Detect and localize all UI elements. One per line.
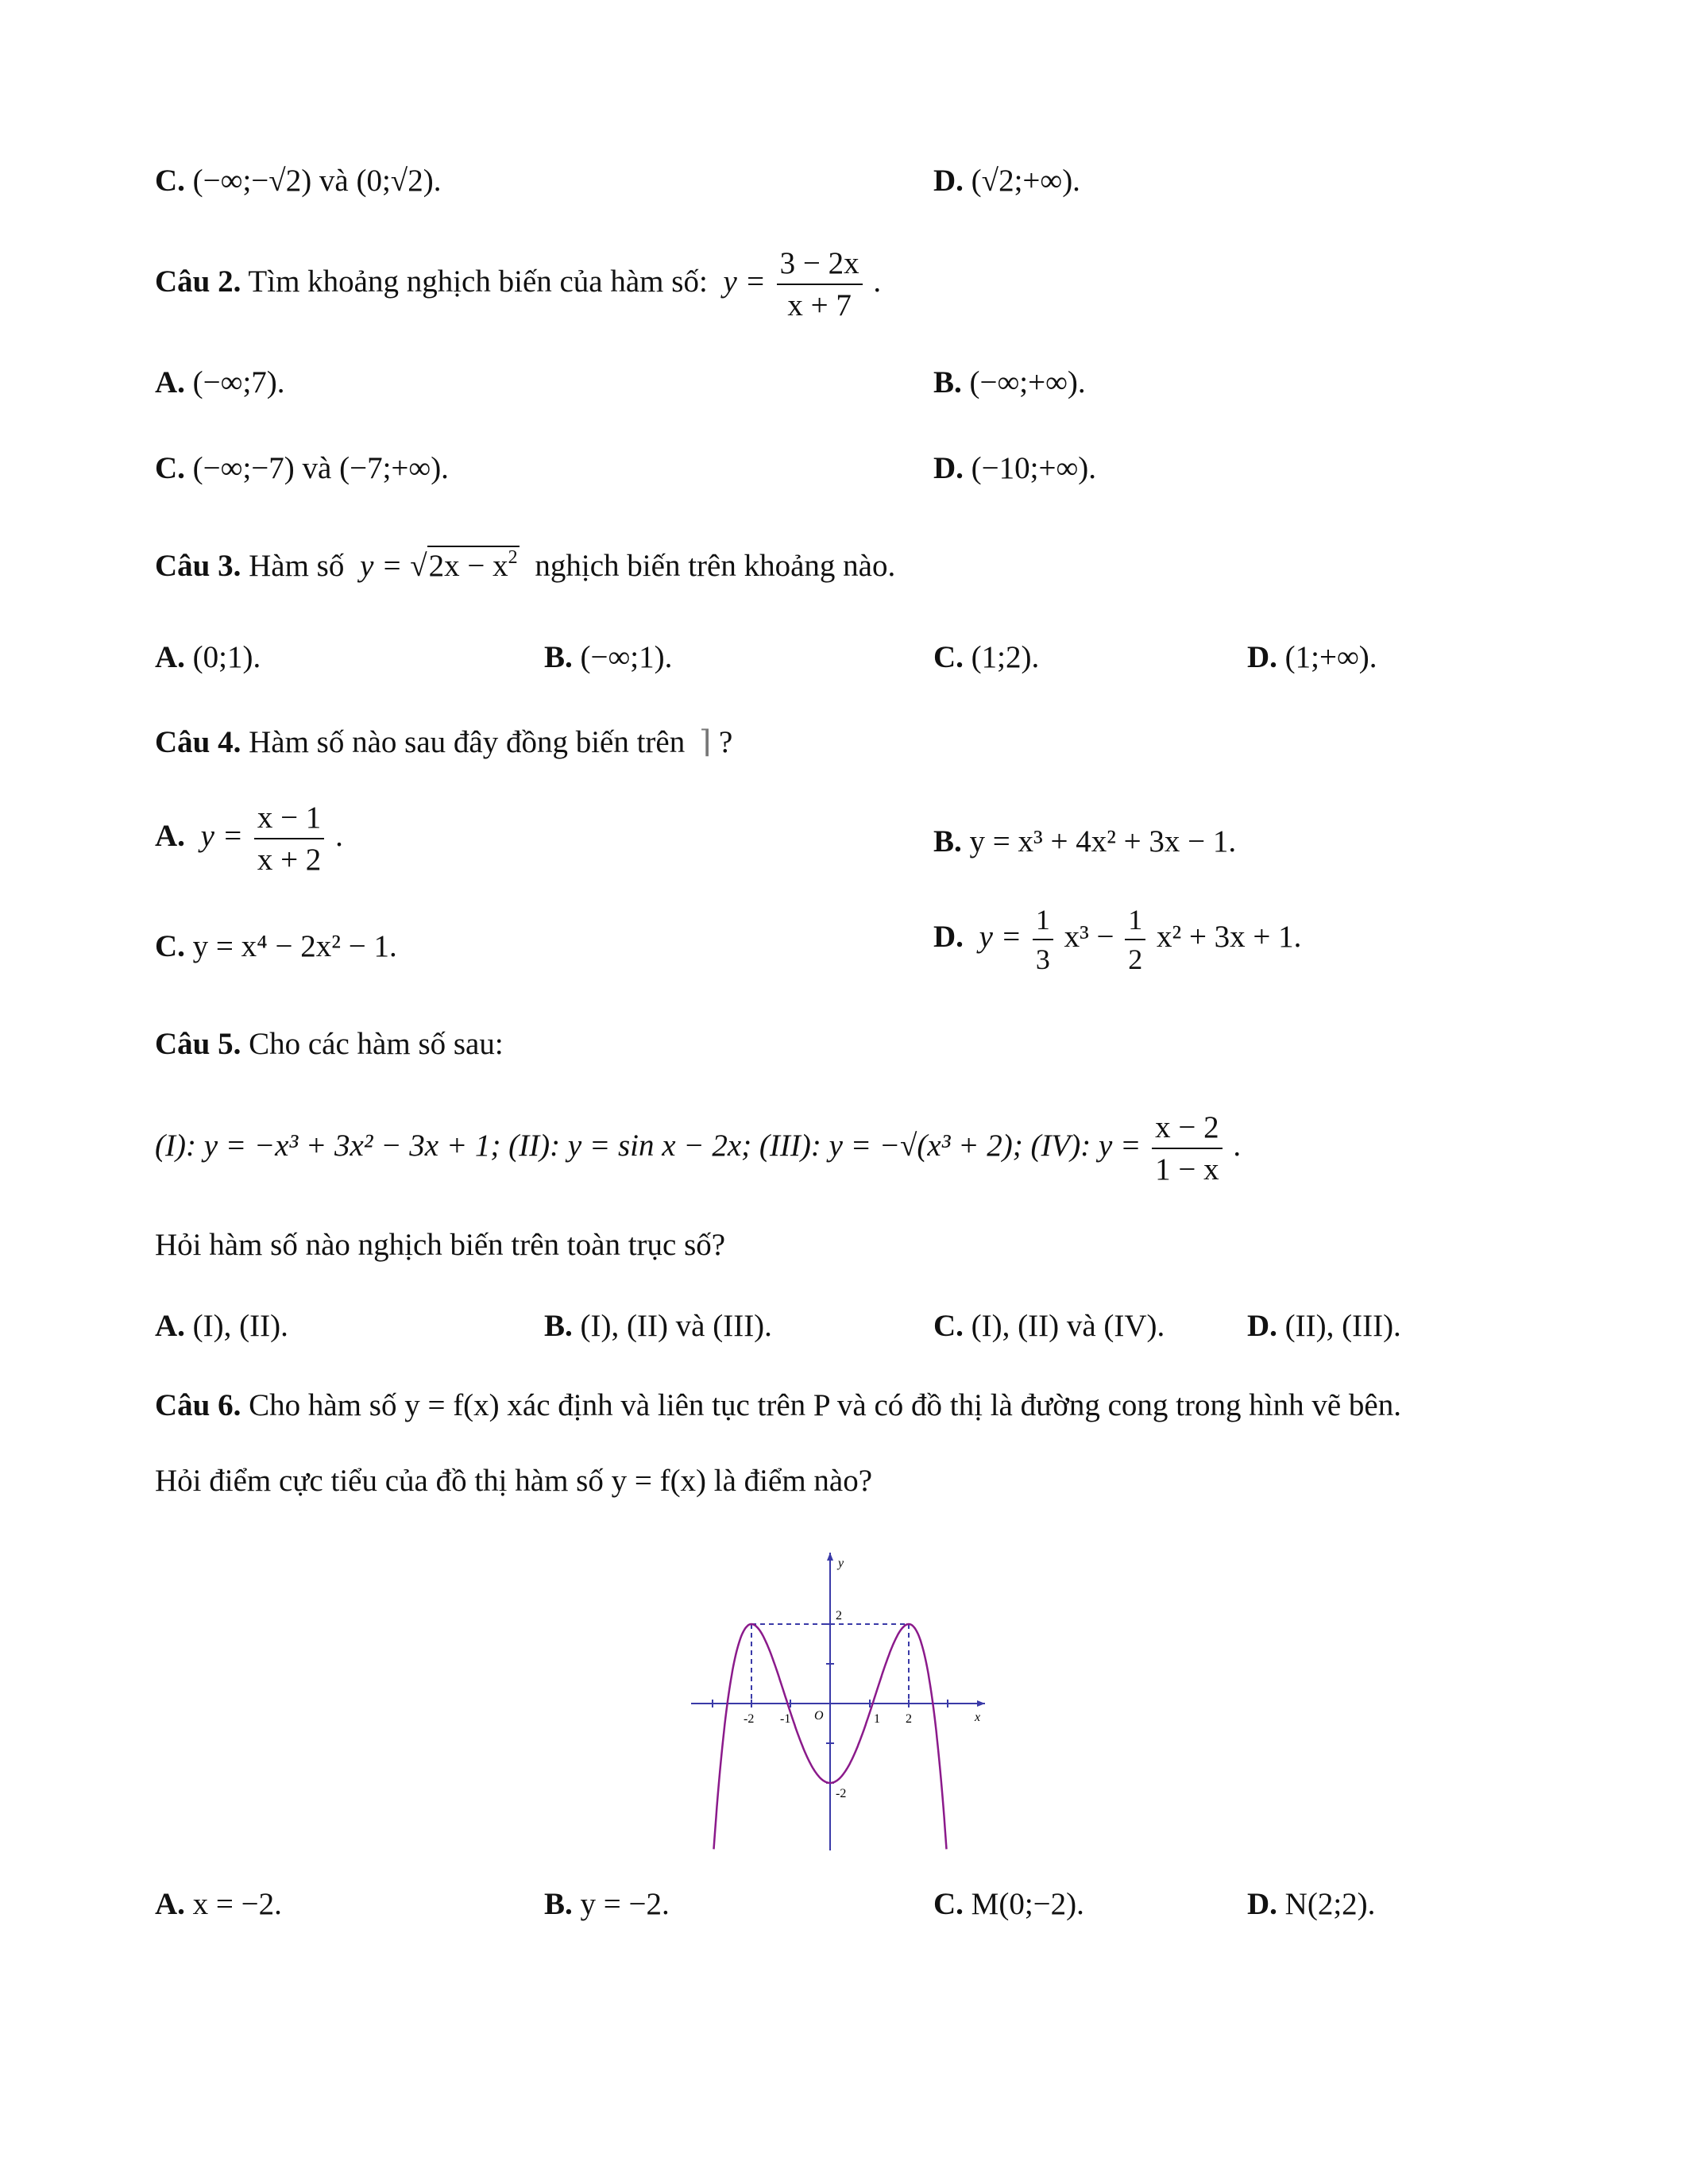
q4-stem [155,727,732,758]
q6-stem-line1 [155,1390,1401,1421]
expression-part: x² + 3x + 1. [1157,919,1302,954]
q5-option-d[interactable] [1247,1310,1401,1341]
x-tick-label: -1 [780,1712,791,1726]
punctuation: . [1233,1128,1242,1163]
q3-option-a[interactable] [155,642,261,673]
question-text: nghịch biến trên khoảng nào. [535,549,896,583]
question-text: Hàm số nào sau đây đồng biến trên [249,725,686,759]
x-tick-label: 1 [874,1712,880,1726]
q5-stem [155,1028,504,1059]
fraction [1152,1112,1223,1185]
question-label: Câu 4. [155,725,241,759]
option-text: (II), (III). [1284,1309,1401,1343]
option-label: C. [155,451,185,485]
q3-option-d[interactable] [1247,642,1377,673]
q6-stem-line2 [155,1465,872,1496]
option-text: N(2;2). [1284,1887,1376,1921]
function-graph [691,1553,985,1850]
q5-option-c[interactable] [933,1310,1165,1341]
option-text: (0;1). [192,640,261,674]
option-text: (−∞;−7) và (−7;+∞). [192,451,449,485]
square-root: $√2x - x^2$ [410,547,518,583]
option-label: C. [155,929,185,963]
x-tick-label: -2 [744,1712,755,1726]
denominator: 3 [1035,943,1050,975]
equation-lhs: y = [200,818,244,853]
q2-option-b[interactable] [933,367,1086,398]
equation-lhs: y = [360,549,403,583]
question-label: Câu 5. [155,1027,241,1061]
option-label: C. [933,1887,964,1921]
option-label: D. [1247,1309,1277,1343]
option-label: C. [155,164,185,198]
denominator: 2 [1128,943,1143,975]
q6-option-c[interactable] [933,1889,1084,1920]
option-label: B. [933,365,962,399]
option-label: B. [933,824,962,859]
option-label: C. [933,1309,964,1343]
punctuation: ? [718,725,733,759]
option-text: x = −2. [192,1887,282,1921]
punctuation: . [873,264,882,299]
option-label: D. [933,451,964,485]
option-text: (1;+∞). [1284,640,1377,674]
q6-option-b[interactable] [544,1889,670,1920]
option-text: (−∞;7). [192,365,285,399]
q3-option-b[interactable] [544,642,672,673]
question-text: Hỏi hàm số nào nghịch biến trên toàn trục số? [155,1228,726,1262]
option-text: M(0;−2). [971,1887,1084,1921]
question-text: Cho hàm số y = f(x) xác định và liên tục trên P và có đồ thị là đường cong trong hình vẽ bên. [249,1388,1401,1422]
q4-option-c[interactable] [155,931,397,962]
y-tick-label: 2 [836,1609,842,1623]
q4-option-d[interactable] [933,905,1301,974]
option-label: A. [155,365,185,399]
question-text: Hàm số [249,549,345,583]
option-text: y = −2. [580,1887,670,1921]
option-text: (I), (II) và (IV). [971,1309,1165,1343]
denominator: x + 2 [257,843,322,877]
q6-option-d[interactable] [1247,1889,1375,1920]
question-text: Cho các hàm số sau: [249,1027,504,1061]
q1-option-d[interactable] [933,165,1080,196]
option-label: A. [155,1887,185,1921]
option-label: D. [1247,640,1277,674]
option-text: (1;2). [971,640,1040,674]
option-text: y = x⁴ − 2x² − 1. [192,929,397,963]
option-label: D. [933,164,964,198]
question-text: Tìm khoảng nghịch biến của hàm số: [248,264,708,299]
option-label: C. [933,640,964,674]
numerator: 1 [1033,905,1053,940]
option-label: B. [544,640,573,674]
punctuation: . [335,818,343,853]
option-label: B. [544,1887,573,1921]
question-label: Câu 3. [155,549,241,583]
option-text: (I), (II). [192,1309,288,1343]
denominator: 1 − x [1155,1152,1219,1187]
option-text: (√2;+∞). [971,164,1080,198]
radicand: 2x − x [428,549,508,583]
question-label: Câu 2. [155,264,241,299]
option-text: (I), (II) và (III). [580,1309,772,1343]
numerator: 1 [1125,905,1145,940]
q2-option-a[interactable] [155,367,285,398]
y-axis-label: y [838,1557,844,1570]
y-axis-arrow [827,1553,833,1561]
x-axis-label: x [975,1711,981,1724]
q5-question [155,1229,725,1260]
q5-option-a[interactable] [155,1310,288,1341]
fraction [1125,905,1145,974]
q1-option-c[interactable] [155,165,441,196]
option-text: (−10;+∞). [971,451,1097,485]
q2-option-c[interactable] [155,453,449,484]
q3-stem [155,547,896,583]
x-axis-arrow [977,1700,985,1707]
option-label: B. [544,1309,573,1343]
option-label: A. [155,818,185,853]
option-text: y = x³ + 4x² + 3x − 1. [969,824,1237,859]
equation-lhs: y = [979,919,1022,954]
fraction [777,248,863,321]
q5-formulas [155,1112,1241,1185]
q6-option-a[interactable] [155,1889,282,1920]
numerator: 3 − 2x [777,248,863,285]
numerator: x − 2 [1152,1112,1223,1149]
function-list: (I): y = −x³ + 3x² − 3x + 1; (II): y = sin x − 2x; (III): y = −√(x³ + 2); (IV): y = [155,1128,1141,1163]
expression-part: x³ − [1064,919,1114,954]
option-label: A. [155,1309,185,1343]
option-label: D. [933,919,964,954]
option-text: (−∞;−√2) và (0;√2). [192,164,442,198]
q5-option-b[interactable] [544,1310,772,1341]
question-text: Hỏi điểm cực tiểu của đồ thị hàm số y = f(x) là điểm nào? [155,1464,873,1498]
q2-option-d[interactable] [933,453,1096,484]
numerator: x − 1 [254,802,325,839]
q4-option-a[interactable] [155,802,343,875]
origin-label: O [814,1709,824,1723]
fraction [1033,905,1053,974]
option-text: (−∞;+∞). [969,365,1086,399]
option-text: (−∞;1). [580,640,673,674]
option-label: A. [155,640,185,674]
denominator: x + 7 [787,288,852,322]
x-tick-label: 2 [906,1712,912,1726]
q4-option-b[interactable] [933,826,1236,857]
fraction [254,802,325,875]
q2-stem [155,248,881,321]
equation-lhs: y = [723,264,766,299]
question-label: Câu 6. [155,1388,241,1422]
q3-option-c[interactable] [933,642,1039,673]
y-tick-label: -2 [836,1787,847,1800]
option-label: D. [1247,1887,1277,1921]
real-set-glyph: ⌉ [698,725,712,759]
